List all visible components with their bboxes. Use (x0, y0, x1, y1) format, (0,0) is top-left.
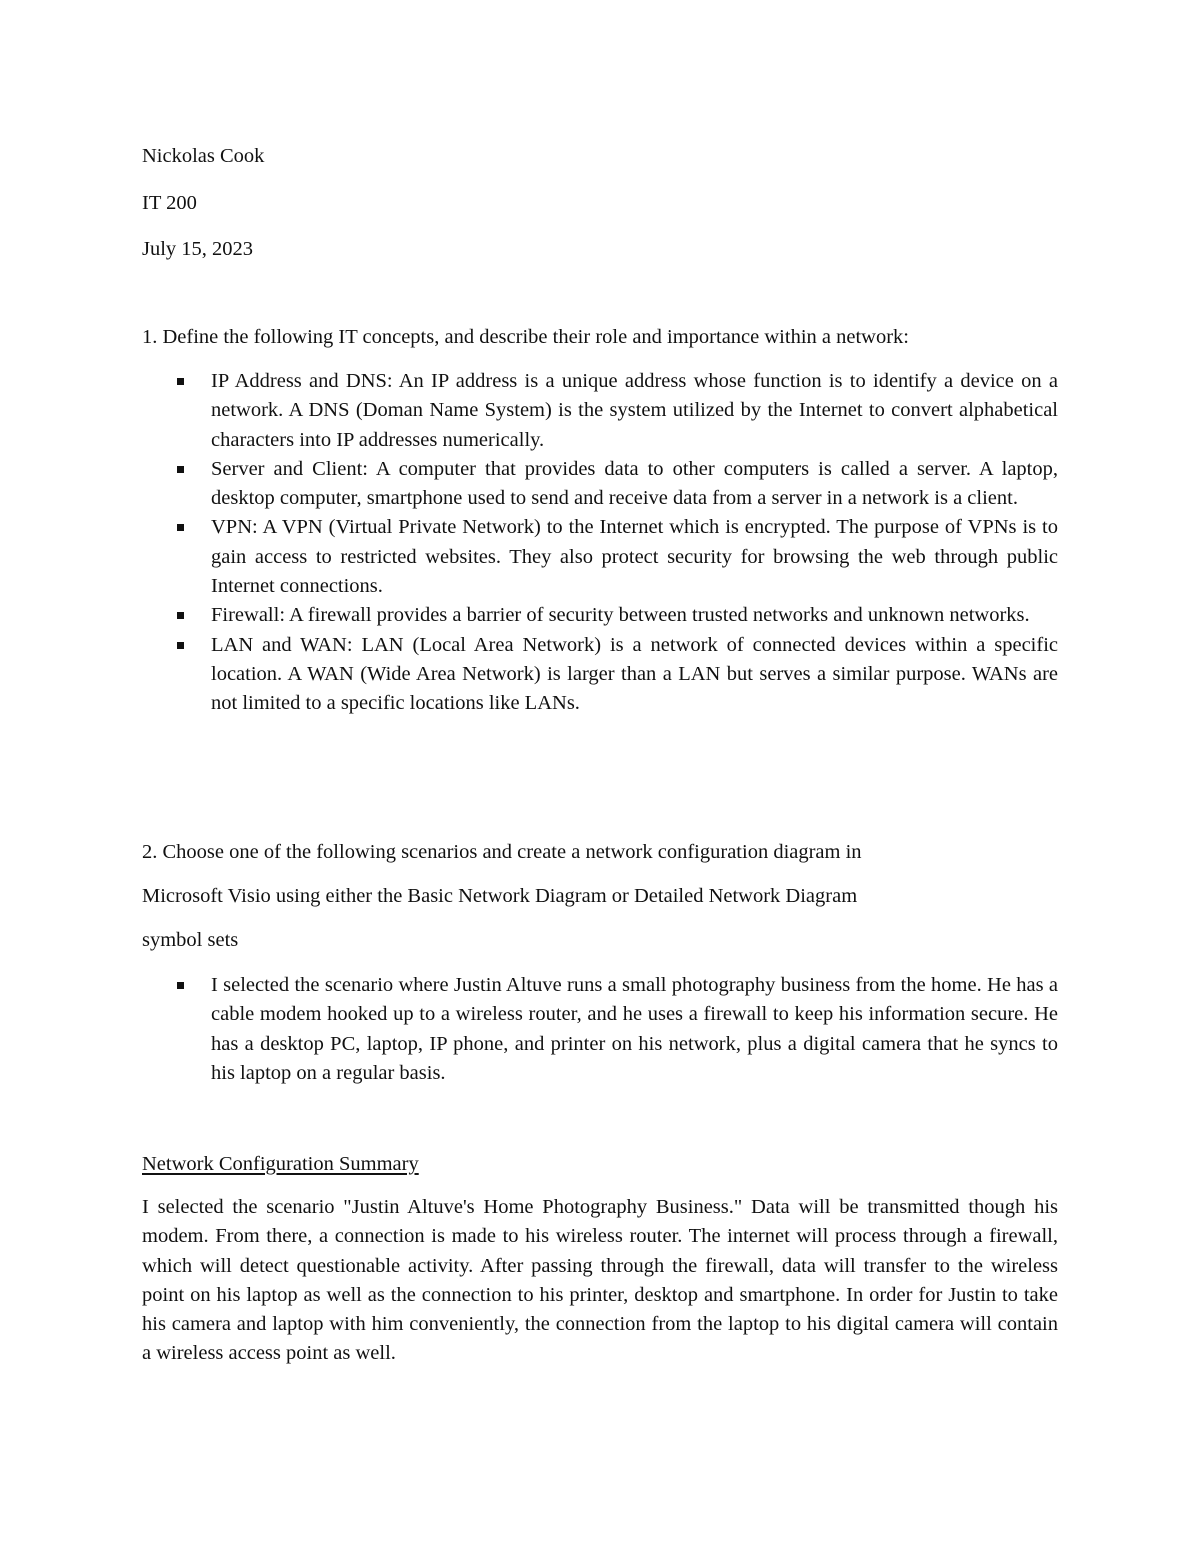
bullet-text: Server and Client: A computer that provides data to other computers is called a server. A laptop, desktop computer, smartphone used to send and receive data from a server in a network is a client. (211, 457, 1058, 510)
bullet-text: IP Address and DNS: An IP address is a unique address whose function is to identify a device on a network. A DNS (Doman Name System) is the system utilized by the Internet to convert alphabetical characters into IP addresses numerically. (211, 370, 1058, 451)
list-item (211, 971, 1058, 1088)
square-bullet-icon (177, 982, 184, 989)
square-bullet-icon (177, 524, 184, 531)
author-name: Nickolas Cook (142, 145, 265, 167)
course-name: IT 200 (142, 192, 197, 214)
question-2-prompt-line-1: 2. Choose one of the following scenarios and create a network configuration diagram in (142, 841, 862, 863)
bullet-text: I selected the scenario where Justin Altuve runs a small photography business from the home. He has a cable modem hooked up to a wireless router, and he uses a firewall to keep his information secure. He has a desktop PC, laptop, IP phone, and printer on his network, plus a digital camera that he syncs to his laptop on a regular basis. (211, 974, 1058, 1084)
summary-body: I selected the scenario "Justin Altuve's Home Photography Business." Data will be transmitted though his modem. From there, a connection is made to his wireless router. The internet will process through a firewall, which will detect questionable activity. After passing through the firewall, data will transfer to the wireless point on his laptop as well as the connection to his printer, desktop and smartphone. In order for Justin to take his camera and laptop with him conveniently, the connection from the laptop to his digital camera will contain a wireless access point as well. (142, 1196, 1058, 1365)
question-1-bullet-list (0, 367, 1200, 719)
list-item (211, 455, 1058, 514)
bullet-text: Firewall: A firewall provides a barrier of security between trusted networks and unknown networks. (211, 604, 1030, 627)
square-bullet-icon (177, 612, 184, 619)
list-item (211, 631, 1058, 719)
document-date: July 15, 2023 (142, 238, 254, 260)
bullet-text: LAN and WAN: LAN (Local Area Network) is a network of connected devices within a specific location. A WAN (Wide Area Network) is larger than a LAN but serves a similar purpose. WANs are not limited to a specific locations like LANs. (211, 633, 1058, 715)
summary-heading: Network Configuration Summary (142, 1153, 419, 1175)
question-2-bullet-list (0, 971, 1200, 1088)
question-1-prompt: 1. Define the following IT concepts, and describe their role and importance within a network: (142, 326, 909, 348)
bullet-text: VPN: A VPN (Virtual Private Network) to the Internet which is encrypted. The purpose of VPNs is to gain access to restricted websites. They also protect security for browsing the web through public Internet connections. (211, 516, 1058, 598)
square-bullet-icon (177, 642, 184, 649)
question-2-prompt-line-3: symbol sets (142, 929, 239, 951)
list-item (211, 367, 1058, 455)
square-bullet-icon (177, 378, 184, 385)
square-bullet-icon (177, 466, 184, 473)
list-item (211, 601, 1058, 630)
list-item (211, 513, 1058, 601)
question-2-prompt-line-2: Microsoft Visio using either the Basic Network Diagram or Detailed Network Diagram (142, 885, 858, 907)
